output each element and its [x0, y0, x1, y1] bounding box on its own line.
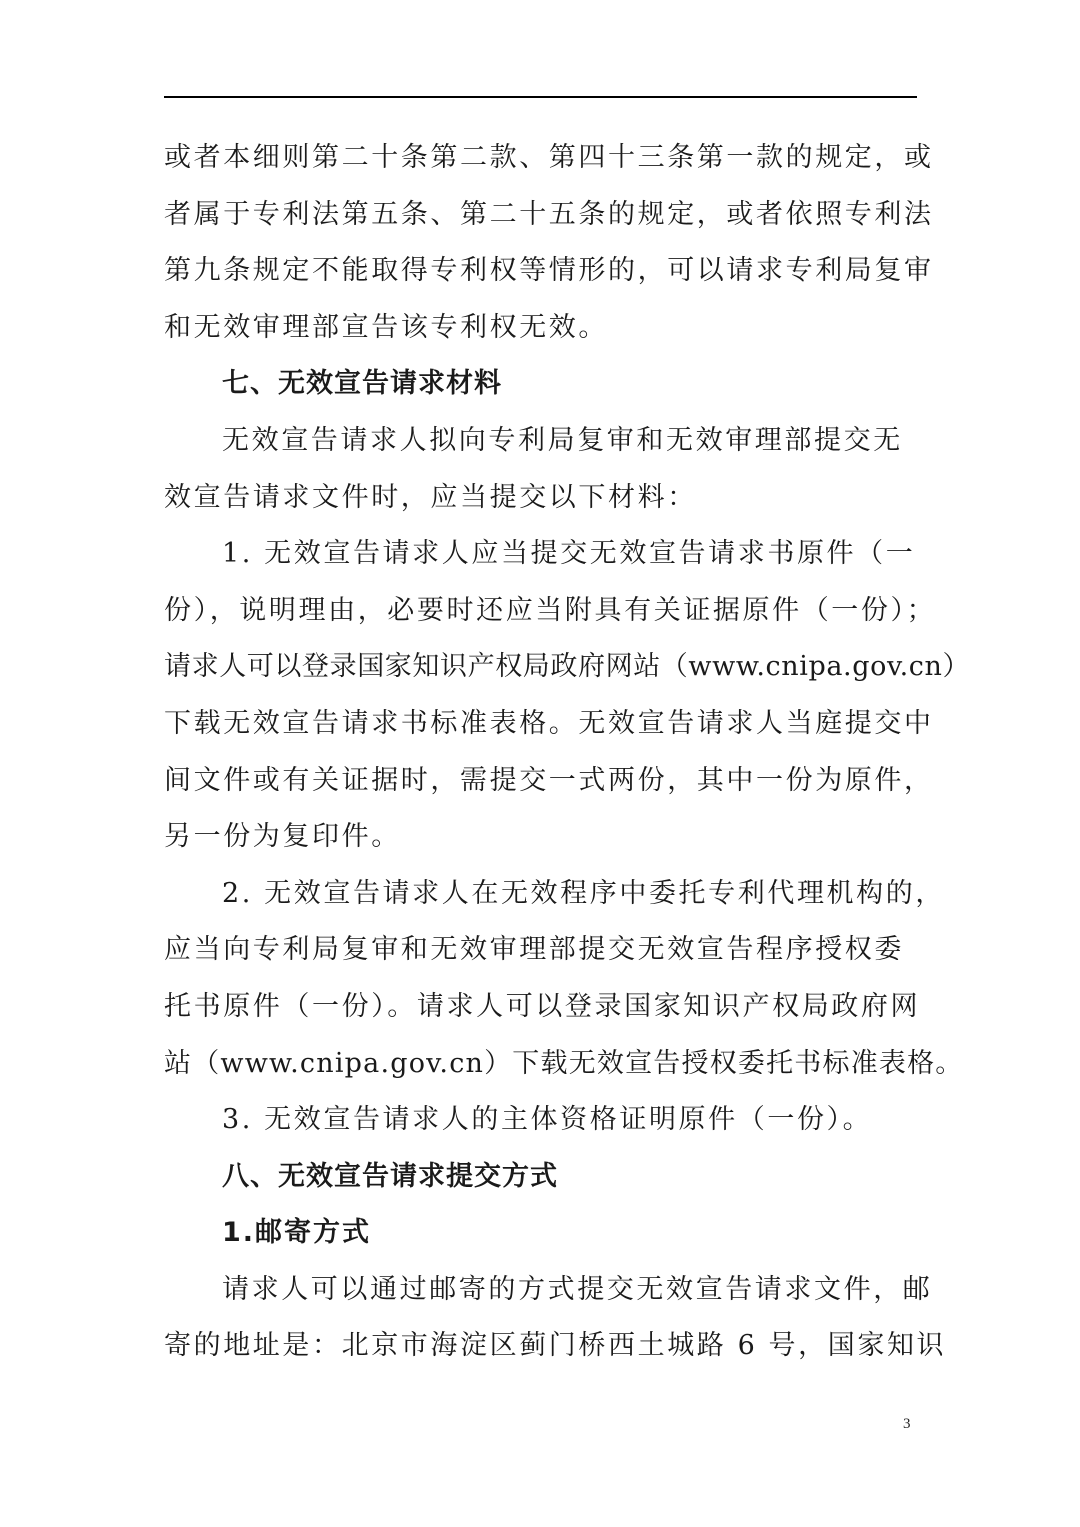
- paragraph-line: 者属于专利法第五条、第二十五条的规定，或者依照专利法: [164, 198, 934, 230]
- header-rule: [164, 96, 917, 98]
- paragraph-line: 无效宣告请求人拟向专利局复审和无效审理部提交无: [222, 424, 903, 456]
- paragraph-line: 第九条规定不能取得专利权等情形的，可以请求专利局复审: [164, 255, 934, 287]
- list-item-1-line: 另一份为复印件。: [164, 821, 401, 853]
- paragraph-line: 或者本细则第二十条第二款、第四十三条第一款的规定，或: [164, 142, 934, 173]
- paragraph-line: 和无效审理部宣告该专利权无效。: [164, 311, 608, 343]
- list-item-1-line: 1. 无效宣告请求人应当提交无效宣告请求书原件（一: [222, 538, 916, 570]
- list-item-1-line: 间文件或有关证据时，需提交一式两份，其中一份为原件，: [164, 764, 934, 796]
- list-item-2-line: 托书原件（一份）。请求人可以登录国家知识产权局政府网: [164, 990, 921, 1022]
- list-item-2-line: 应当向专利局复审和无效审理部提交无效宣告程序授权委: [164, 934, 904, 966]
- subheading-mail-method: 1.邮寄方式: [222, 1217, 372, 1249]
- list-item-2-line: 站（www.cnipa.gov.cn）下载无效宣告授权委托书标准表格。: [164, 1047, 964, 1079]
- list-item-1-line: 下载无效宣告请求书标准表格。无效宣告请求人当庭提交中: [164, 707, 934, 739]
- section-heading-eight: 八、无效宣告请求提交方式: [222, 1160, 558, 1192]
- page-number: 3: [903, 1416, 911, 1432]
- list-item-1-line: 份），说明理由，必要时还应当附具有关证据原件（一份）；: [164, 594, 937, 626]
- paragraph-line: 请求人可以通过邮寄的方式提交无效宣告请求文件，邮: [222, 1273, 933, 1305]
- list-item-2-line: 2. 无效宣告请求人在无效程序中委托专利代理机构的，: [222, 877, 945, 909]
- paragraph-line: 寄的地址是：北京市海淀区蓟门桥西土城路 6 号，国家知识: [164, 1330, 947, 1362]
- section-heading-seven: 七、无效宣告请求材料: [222, 368, 502, 400]
- paragraph-line: 效宣告请求文件时，应当提交以下材料：: [164, 481, 697, 513]
- body-text: [164, 130, 971, 1375]
- list-item-1-line: 请求人可以登录国家知识产权局政府网站（www.cnipa.gov.cn）: [164, 651, 971, 683]
- list-item-3-line: 3. 无效宣告请求人的主体资格证明原件（一份）。: [222, 1104, 873, 1136]
